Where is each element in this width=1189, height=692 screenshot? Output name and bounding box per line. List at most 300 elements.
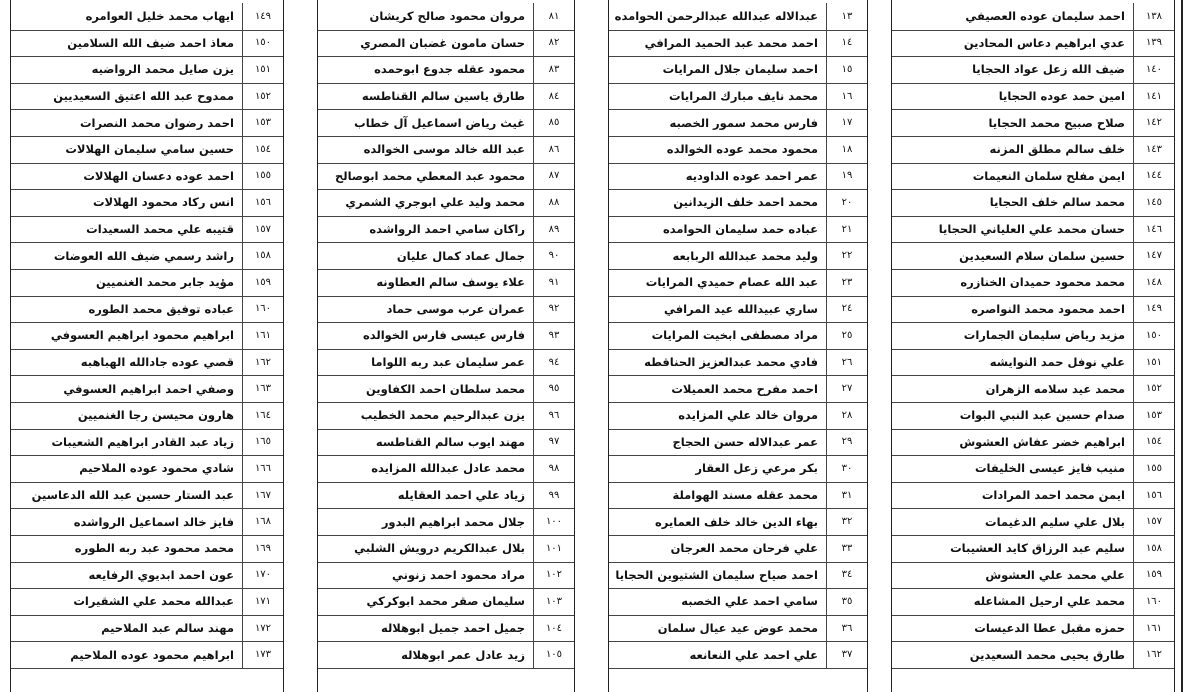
table-row xyxy=(609,189,867,217)
row-number: ١٤٥ xyxy=(1133,189,1174,216)
table-row xyxy=(609,56,867,84)
person-name: ساري عبيدالله عيد المرافي xyxy=(663,301,818,316)
row-number: ٩٦ xyxy=(533,402,574,429)
table-row xyxy=(609,402,867,430)
row-number: ١٦٢ xyxy=(242,349,283,376)
row-number: ١٦٤ xyxy=(242,402,283,429)
table-row xyxy=(11,216,283,244)
table-row xyxy=(609,375,867,403)
table-row xyxy=(318,349,574,377)
table-row xyxy=(609,30,867,58)
person-name: حمزه مقبل عطا الدعيسات xyxy=(974,621,1125,636)
person-name: حسان محمد علي العلياني الحجايا xyxy=(938,222,1125,237)
table-row xyxy=(609,641,867,669)
row-number: ٢٥ xyxy=(826,322,867,349)
person-name: فارس عيسى فارس الخوالده xyxy=(362,328,525,343)
person-name: حسين سامي سليمان الهلالات xyxy=(65,142,234,157)
table-row xyxy=(609,136,867,164)
person-name: مؤيد جابر محمد الغنميين xyxy=(95,275,234,290)
row-number: ١٧ xyxy=(826,109,867,136)
row-number: ١٩ xyxy=(826,163,867,190)
row-number: ١٤٨ xyxy=(1133,269,1174,296)
row-number: ٨٦ xyxy=(533,136,574,163)
name-table-4 xyxy=(10,0,284,692)
person-name: احمد رضوان محمد النصرات xyxy=(80,115,234,130)
name-table-3 xyxy=(317,0,575,692)
person-name: محمد عقله مسند الهواملة xyxy=(672,488,818,503)
row-number: ١٠٠ xyxy=(533,508,574,535)
table-row xyxy=(892,562,1174,590)
person-name: ايمن محمد احمد المرادات xyxy=(981,488,1125,503)
person-name: جلال محمد ابراهيم البدور xyxy=(381,514,525,529)
row-number: ٢٧ xyxy=(826,375,867,402)
name-table-2 xyxy=(608,0,868,692)
row-number: ١٥٨ xyxy=(242,242,283,269)
person-name: علي فرحان محمد العرجان xyxy=(670,541,818,556)
person-name: مهند ايوب سالم القناطسه xyxy=(375,434,525,449)
table-row xyxy=(318,216,574,244)
table-row xyxy=(11,375,283,403)
row-number: ١٥٦ xyxy=(242,189,283,216)
person-name: قصي عوده جادالله الهباهبه xyxy=(80,355,234,370)
table-row xyxy=(318,322,574,350)
person-name: شادي محمود عوده الملاحيم xyxy=(79,461,234,476)
person-name: مراد مصطفى ابخيت المرايات xyxy=(651,328,818,343)
person-name: عباده توفيق محمد الطوره xyxy=(88,301,234,316)
row-number: ١٤٢ xyxy=(1133,109,1174,136)
table-row xyxy=(11,189,283,217)
table-row xyxy=(11,109,283,137)
row-number: ١٤٧ xyxy=(1133,242,1174,269)
row-number: ١٦١ xyxy=(242,322,283,349)
table-row xyxy=(11,562,283,590)
row-number: ٣١ xyxy=(826,482,867,509)
row-number: ١٤ xyxy=(826,30,867,57)
person-name: وليد محمد عبدالله الربابعه xyxy=(672,248,818,263)
person-name: علي نوفل حمد النوايشه xyxy=(989,355,1125,370)
person-name: سليمان صقر محمد ابوكركي xyxy=(366,594,525,609)
row-number: ٢٩ xyxy=(826,429,867,456)
table-row xyxy=(892,349,1174,377)
table-row xyxy=(11,56,283,84)
table-row xyxy=(318,30,574,58)
row-number: ١٦٠ xyxy=(242,296,283,323)
person-name: احمد سليمان عوده العصيفي xyxy=(965,9,1125,24)
table-row xyxy=(318,562,574,590)
person-name: محمد احمد خلف الزيدانين xyxy=(673,195,818,210)
row-number: ١٧٣ xyxy=(242,641,283,668)
table-row xyxy=(892,56,1174,84)
row-number: ١٣٩ xyxy=(1133,30,1174,57)
table-row xyxy=(318,588,574,616)
row-number: ١٥٥ xyxy=(1133,455,1174,482)
person-name: محمد سالم خلف الحجايا xyxy=(989,195,1125,210)
person-name: راشد رسمي ضيف الله العوضات xyxy=(53,248,234,263)
person-name: عدي ابراهيم دعاس المحادين xyxy=(963,35,1125,50)
table-row xyxy=(318,535,574,563)
table-row xyxy=(609,3,867,31)
table-row xyxy=(11,482,283,510)
table-row xyxy=(11,641,283,669)
row-number: ١٤٩ xyxy=(242,3,283,30)
row-number: ١٠٢ xyxy=(533,562,574,589)
row-number: ١٥٥ xyxy=(242,163,283,190)
table-row xyxy=(892,588,1174,616)
person-name: عبد الله خالد موسى الخوالده xyxy=(363,142,525,157)
person-name: حسان مامون غضبان المصري xyxy=(360,35,525,50)
row-number: ١٥١ xyxy=(242,56,283,83)
table-row xyxy=(609,615,867,643)
row-number: ١٥٦ xyxy=(1133,482,1174,509)
person-name: عبدالاله عبدالله عبدالرحمن الحوامده xyxy=(614,9,818,24)
person-name: محمد محمود عبد ربه الطوره xyxy=(74,541,234,556)
person-name: قتيبه علي محمد السعيدات xyxy=(86,222,234,237)
row-number: ١٦٦ xyxy=(242,455,283,482)
table-row xyxy=(892,242,1174,270)
person-name: ابراهيم محمود عوده الملاحيم xyxy=(70,647,234,662)
table-row xyxy=(609,482,867,510)
row-number: ٣٧ xyxy=(826,641,867,668)
person-name: ايمن مفلح سلمان النعيمات xyxy=(972,168,1125,183)
row-number: ١٥٢ xyxy=(1133,375,1174,402)
row-number: ٨١ xyxy=(533,3,574,30)
table-row xyxy=(892,3,1174,31)
row-number: ٨٥ xyxy=(533,109,574,136)
table-row xyxy=(318,3,574,31)
table-row xyxy=(892,641,1174,669)
table-row xyxy=(892,136,1174,164)
row-number: ٩٤ xyxy=(533,349,574,376)
person-name: صلاح صبيح محمد الحجايا xyxy=(988,115,1125,130)
person-name: طارق يحيى محمد السعيدين xyxy=(969,647,1125,662)
person-name: فايز خالد اسماعيل الرواشده xyxy=(73,514,234,529)
person-name: احمد مفرح محمد العميلات xyxy=(671,381,818,396)
row-number: ١٤٠ xyxy=(1133,56,1174,83)
row-number: ١٦٥ xyxy=(242,429,283,456)
person-name: محمد عوض عيد عيال سلمان xyxy=(657,621,818,636)
table-row xyxy=(609,535,867,563)
table-row xyxy=(318,455,574,483)
person-name: جميل احمد جميل ابوهلاله xyxy=(381,621,525,636)
row-number: ١٦ xyxy=(826,83,867,110)
table-row xyxy=(892,163,1174,191)
row-number: ٢٢ xyxy=(826,242,867,269)
table-row xyxy=(892,402,1174,430)
table-row xyxy=(318,375,574,403)
row-number: ١٠٥ xyxy=(533,641,574,668)
table-row xyxy=(609,269,867,297)
row-number: ١٥٣ xyxy=(242,109,283,136)
row-number: ١٦٨ xyxy=(242,508,283,535)
table-row xyxy=(609,455,867,483)
row-number: ٣٣ xyxy=(826,535,867,562)
person-name: بهاء الدين خالد خلف العمايره xyxy=(655,514,818,529)
person-name: زياد عبد القادر ابراهيم الشعيبات xyxy=(51,434,234,449)
person-name: زياد علي احمد العقايله xyxy=(397,488,525,503)
person-name: بكر مرعي زعل العقار xyxy=(695,461,818,476)
person-name: احمد محمد عبد الحميد المرافي xyxy=(644,35,818,50)
table-row xyxy=(892,375,1174,403)
table-row xyxy=(892,535,1174,563)
table-row xyxy=(609,296,867,324)
person-name: احمد عوده دعسان الهلالات xyxy=(83,168,234,183)
row-number: ١٤٦ xyxy=(1133,216,1174,243)
table-row xyxy=(11,455,283,483)
person-name: هارون محيسن رجا الغنميين xyxy=(77,408,234,423)
person-name: محمد عادل عبدالله المزايده xyxy=(371,461,525,476)
row-number: ٩٧ xyxy=(533,429,574,456)
table-row xyxy=(318,641,574,669)
person-name: فارس محمد سمور الخصبه xyxy=(669,115,818,130)
row-number: ٩٢ xyxy=(533,296,574,323)
table-row xyxy=(318,56,574,84)
row-number: ١٦٢ xyxy=(1133,641,1174,668)
person-name: احمد صياح سليمان الشتيوين الحجايا xyxy=(615,567,818,582)
table-row xyxy=(318,242,574,270)
row-number: ٩٣ xyxy=(533,322,574,349)
row-number: ٣٦ xyxy=(826,615,867,642)
row-number: ١٦٧ xyxy=(242,482,283,509)
table-row xyxy=(892,455,1174,483)
row-number: ١٣ xyxy=(826,3,867,30)
table-row xyxy=(11,322,283,350)
row-number: ١٨ xyxy=(826,136,867,163)
row-number: ٣٤ xyxy=(826,562,867,589)
row-number: ١٦٠ xyxy=(1133,588,1174,615)
row-number: ١٦٩ xyxy=(242,535,283,562)
person-name: عمر احمد عوده الداوديه xyxy=(685,168,818,183)
table-row xyxy=(892,30,1174,58)
row-number: ١٠٤ xyxy=(533,615,574,642)
person-name: مهند سالم عبد الملاحيم xyxy=(101,621,234,636)
row-number: ٣٥ xyxy=(826,588,867,615)
row-number: ١٥٤ xyxy=(1133,429,1174,456)
person-name: منيب فايز عيسى الخليفات xyxy=(975,461,1125,476)
person-name: محمد نايف مبارك المرايات xyxy=(669,89,818,104)
row-number: ١٣٨ xyxy=(1133,3,1174,30)
row-number: ١٤١ xyxy=(1133,83,1174,110)
person-name: خلف سالم مطلق المزنه xyxy=(989,142,1125,157)
person-name: عمر سليمان عبد ربه اللواما xyxy=(371,355,525,370)
row-number: ١٥٣ xyxy=(1133,402,1174,429)
table-row xyxy=(609,109,867,137)
person-name: مزيد رياض سليمان الجمارات xyxy=(963,328,1125,343)
row-number: ٨٧ xyxy=(533,163,574,190)
person-name: بلال عبدالكريم درويش الشلبي xyxy=(354,541,525,556)
person-name: ابراهيم محمود ابراهيم العسوفي xyxy=(50,328,234,343)
row-number: ٩١ xyxy=(533,269,574,296)
row-number: ١٥٢ xyxy=(242,83,283,110)
row-number: ١٥٩ xyxy=(1133,562,1174,589)
person-name: عبد الله عصام حميدي المرايات xyxy=(645,275,818,290)
row-number: ٢١ xyxy=(826,216,867,243)
table-row xyxy=(318,296,574,324)
table-row xyxy=(11,269,283,297)
person-name: فادي محمد عبدالعزيز الحناقطه xyxy=(644,355,818,370)
table-row xyxy=(11,508,283,536)
person-name: مروان خالد علي المزايده xyxy=(678,408,818,423)
table-row xyxy=(318,429,574,457)
table-row xyxy=(11,296,283,324)
person-name: معاذ احمد ضيف الله السلامين xyxy=(67,35,234,50)
person-name: مروان محمود صالح كريشان xyxy=(369,9,525,24)
table-row xyxy=(318,136,574,164)
row-number: ١٤٣ xyxy=(1133,136,1174,163)
table-row xyxy=(11,615,283,643)
table-row xyxy=(609,429,867,457)
name-table-1 xyxy=(891,0,1175,692)
table-row xyxy=(892,322,1174,350)
person-name: بلال علي سليم الدغيمات xyxy=(985,514,1125,529)
person-name: يزن عبدالرحيم محمد الخطيب xyxy=(360,408,525,423)
table-row xyxy=(318,189,574,217)
person-name: ممدوح عبد الله اعتيق السعيديين xyxy=(53,89,234,104)
table-row xyxy=(11,242,283,270)
table-row xyxy=(892,83,1174,111)
row-number: ١٥ xyxy=(826,56,867,83)
row-number: ٢٦ xyxy=(826,349,867,376)
row-number: ١٥٩ xyxy=(242,269,283,296)
row-number: ٢٤ xyxy=(826,296,867,323)
row-number: ٣٢ xyxy=(826,508,867,535)
row-number: ١٠١ xyxy=(533,535,574,562)
person-name: عبد الستار حسين عبد الله الدعاسين xyxy=(31,488,234,503)
row-number: ١٧٢ xyxy=(242,615,283,642)
person-name: زيد عادل عمر ابوهلاله xyxy=(401,647,525,662)
person-name: غيث رياض اسماعيل آل خطاب xyxy=(354,115,525,130)
person-name: جمال عماد كمال عليان xyxy=(396,248,525,263)
table-row xyxy=(892,296,1174,324)
person-name: ابراهيم خضر عفاش العشوش xyxy=(959,434,1125,449)
table-row xyxy=(892,109,1174,137)
table-row xyxy=(892,615,1174,643)
person-name: محمود محمد عوده الخوالده xyxy=(666,142,818,157)
row-number: ١٤٤ xyxy=(1133,163,1174,190)
table-row xyxy=(609,588,867,616)
table-row xyxy=(892,269,1174,297)
row-number: ٨٩ xyxy=(533,216,574,243)
row-number: ١٥٧ xyxy=(242,216,283,243)
row-number: ١٥٠ xyxy=(1133,322,1174,349)
person-name: عون احمد ابديوي الرفايعه xyxy=(88,567,234,582)
row-number: ١٥١ xyxy=(1133,349,1174,376)
row-number: ٨٣ xyxy=(533,56,574,83)
person-name: طارق ياسين سالم القناطسه xyxy=(361,89,525,104)
table-row xyxy=(609,83,867,111)
person-name: عمر عبدالاله حسن الحجاج xyxy=(672,434,818,449)
person-name: محمود عبد المعطي محمد ابوصالح xyxy=(334,168,525,183)
table-row xyxy=(318,109,574,137)
person-name: صدام حسين عبد النبي البوات xyxy=(959,408,1125,423)
person-name: وصفي احمد ابراهيم العسوفي xyxy=(63,381,234,396)
person-name: علي احمد علي النعانعه xyxy=(689,647,818,662)
person-name: مراد محمود احمد زنوني xyxy=(391,567,525,582)
table-row xyxy=(11,3,283,31)
person-name: سليم عبد الرزاق كايد العشيبات xyxy=(950,541,1125,556)
person-name: عباده حمد سليمان الحوامده xyxy=(662,222,818,237)
table-row xyxy=(892,508,1174,536)
row-number: ٩٠ xyxy=(533,242,574,269)
person-name: محمد علي ارحيل المشاعله xyxy=(973,594,1125,609)
person-name: علاء يوسف سالم العطاونه xyxy=(376,275,525,290)
row-number: ٨٤ xyxy=(533,83,574,110)
person-name: محمود عقله جدوع ابوحمده xyxy=(374,62,525,77)
person-name: امين حمد عوده الحجايا xyxy=(998,89,1125,104)
table-row xyxy=(11,163,283,191)
table-row xyxy=(892,216,1174,244)
table-row xyxy=(11,136,283,164)
person-name: يزن صايل محمد الرواضيه xyxy=(91,62,234,77)
row-number: ١٠٣ xyxy=(533,588,574,615)
row-number: ٨٢ xyxy=(533,30,574,57)
person-name: سامي احمد علي الخصبه xyxy=(681,594,818,609)
table-row xyxy=(892,429,1174,457)
table-row xyxy=(609,163,867,191)
person-name: علي محمد علي العشوش xyxy=(985,567,1125,582)
row-number: ٢٠ xyxy=(826,189,867,216)
row-number: ٢٣ xyxy=(826,269,867,296)
table-row xyxy=(609,322,867,350)
right-edge-line xyxy=(1181,0,1183,692)
person-name: محمد عيد سلامه الزهران xyxy=(985,381,1125,396)
table-row xyxy=(11,30,283,58)
person-name: احمد سليمان جلال المرايات xyxy=(662,62,818,77)
person-name: عبدالله محمد علي الشقيرات xyxy=(73,594,234,609)
table-row xyxy=(11,349,283,377)
row-number: ١٧١ xyxy=(242,588,283,615)
row-number: ٣٠ xyxy=(826,455,867,482)
table-row xyxy=(609,562,867,590)
table-row xyxy=(609,216,867,244)
row-number: ٨٨ xyxy=(533,189,574,216)
row-number: ٩٥ xyxy=(533,375,574,402)
row-number: ١٥٠ xyxy=(242,30,283,57)
table-row xyxy=(609,242,867,270)
table-row xyxy=(892,189,1174,217)
row-number: ٩٨ xyxy=(533,455,574,482)
row-number: ١٦٣ xyxy=(242,375,283,402)
person-name: احمد محمود محمد النواصره xyxy=(971,301,1125,316)
person-name: انس ركاد محمود الهلالات xyxy=(93,195,234,210)
row-number: ١٥٧ xyxy=(1133,508,1174,535)
table-row xyxy=(318,615,574,643)
row-number: ٩٩ xyxy=(533,482,574,509)
person-name: عمران عرب موسى حماد xyxy=(386,301,525,316)
table-row xyxy=(318,269,574,297)
table-row xyxy=(11,588,283,616)
table-row xyxy=(609,349,867,377)
table-row xyxy=(318,163,574,191)
person-name: راكان سامي احمد الرواشده xyxy=(369,222,525,237)
person-name: ايهاب محمد خليل العوامره xyxy=(85,9,234,24)
person-name: محمد محمود حميدان الخنازره xyxy=(960,275,1125,290)
table-row xyxy=(318,83,574,111)
person-name: محمد وليد علي ابوجري الشمري xyxy=(345,195,525,210)
table-row xyxy=(609,508,867,536)
row-number: ٢٨ xyxy=(826,402,867,429)
table-row xyxy=(11,83,283,111)
row-number: ١٧٠ xyxy=(242,562,283,589)
person-name: محمد سلطان احمد الكفاوين xyxy=(365,381,525,396)
table-row xyxy=(318,402,574,430)
row-number: ١٦١ xyxy=(1133,615,1174,642)
table-row xyxy=(318,482,574,510)
table-row xyxy=(318,508,574,536)
row-number: ١٤٩ xyxy=(1133,296,1174,323)
table-row xyxy=(11,429,283,457)
person-name: حسين سلمان سلام السعيدين xyxy=(959,248,1125,263)
row-number: ١٥٤ xyxy=(242,136,283,163)
